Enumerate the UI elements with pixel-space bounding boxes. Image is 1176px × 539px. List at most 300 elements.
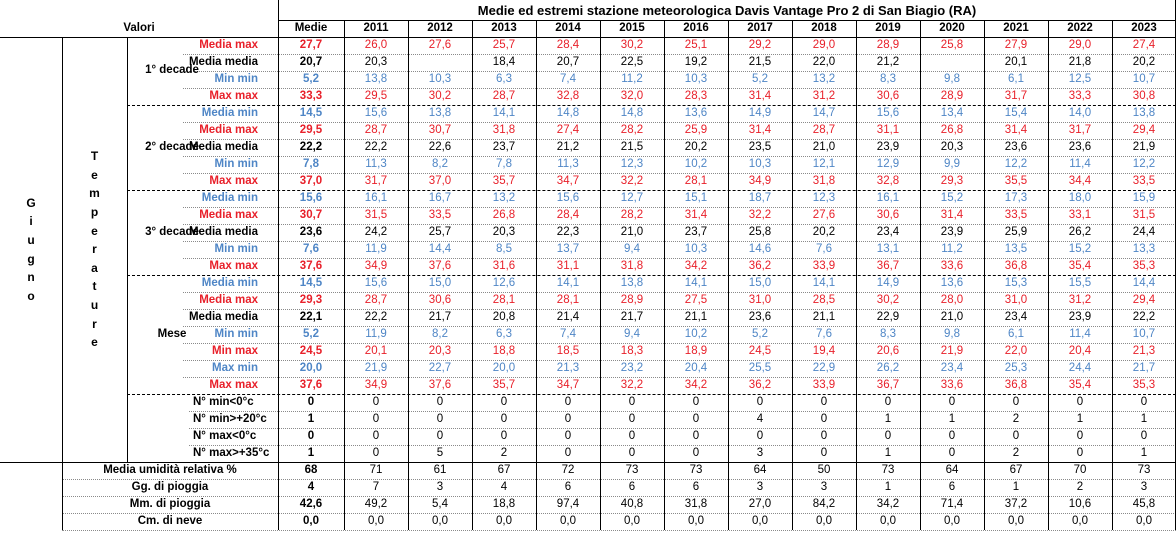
year-value: 64 <box>945 463 959 476</box>
year-value: 73 <box>1137 463 1151 476</box>
row-label: Media min <box>201 276 258 289</box>
year-value: 1 <box>948 412 956 425</box>
year-value: 25,7 <box>428 225 452 238</box>
year-value: 35,4 <box>1068 378 1092 391</box>
year-value: 11,9 <box>365 327 387 340</box>
year-value: 13,6 <box>684 106 708 119</box>
year-value: 0 <box>1140 395 1148 408</box>
year-value: 27,4 <box>556 123 580 136</box>
year-value: 0 <box>820 412 828 425</box>
medie-value: 24,5 <box>299 344 323 357</box>
row-label: Media media <box>188 310 258 323</box>
header-year: 2013 <box>491 21 517 34</box>
year-value: 0,0 <box>496 514 512 527</box>
year-value: 0,0 <box>1136 514 1152 527</box>
count-label: N° min>+20°c <box>193 412 267 425</box>
medie-value: 7,8 <box>303 157 319 170</box>
year-value: 35,3 <box>1132 259 1156 272</box>
year-value: 0 <box>692 446 700 459</box>
year-value: 29,5 <box>364 89 388 102</box>
year-value: 5 <box>436 446 444 459</box>
year-value: 34,9 <box>364 378 388 391</box>
year-value: 9,4 <box>624 327 640 340</box>
year-value: 4 <box>756 412 764 425</box>
year-value: 3 <box>756 446 764 459</box>
year-value: 28,9 <box>940 89 964 102</box>
year-value: 61 <box>433 463 447 476</box>
year-value: 20,3 <box>940 140 964 153</box>
year-value: 28,1 <box>684 174 708 187</box>
year-value: 0 <box>564 395 572 408</box>
year-value: 30,6 <box>428 293 452 306</box>
year-value: 0,0 <box>752 514 768 527</box>
year-value: 30,7 <box>428 123 452 136</box>
year-value: 13,2 <box>492 191 516 204</box>
year-value: 31,2 <box>812 89 836 102</box>
year-value: 32,2 <box>620 378 644 391</box>
year-value: 32,2 <box>748 208 772 221</box>
year-value: 29,3 <box>940 174 964 187</box>
year-value: 13,7 <box>556 242 580 255</box>
year-value: 0 <box>436 429 444 442</box>
year-value: 14,9 <box>876 276 900 289</box>
border-year <box>856 20 857 530</box>
year-value: 23,6 <box>1068 140 1092 153</box>
year-value: 0,0 <box>688 514 704 527</box>
count-label: N° max>+35°c <box>193 446 270 459</box>
year-value: 2 <box>1012 412 1020 425</box>
year-value: 20,4 <box>1068 344 1092 357</box>
year-value: 34,2 <box>876 497 900 510</box>
row-label: Media media <box>188 140 258 153</box>
year-value: 12,1 <box>812 157 836 170</box>
year-value: 35,7 <box>492 378 516 391</box>
header-year: 2016 <box>683 21 709 34</box>
year-value: 12,9 <box>876 157 900 170</box>
medie-value: 0 <box>307 429 315 442</box>
year-value: 11,9 <box>365 242 387 255</box>
summary-label: Mm. di pioggia <box>129 497 211 510</box>
year-value: 0,0 <box>880 514 896 527</box>
year-value: 31,7 <box>1004 89 1028 102</box>
year-value: 14,7 <box>812 106 836 119</box>
year-value: 20,3 <box>492 225 516 238</box>
year-value: 8,5 <box>496 242 512 255</box>
year-value: 30,2 <box>876 293 900 306</box>
year-value: 28,9 <box>876 38 900 51</box>
year-value: 2 <box>1012 446 1020 459</box>
year-value: 20,7 <box>556 55 580 68</box>
year-value: 73 <box>625 463 639 476</box>
year-value <box>920 54 984 71</box>
year-value: 21,0 <box>812 140 836 153</box>
year-value: 23,7 <box>492 140 516 153</box>
year-value: 28,0 <box>940 293 964 306</box>
year-value: 0 <box>948 429 956 442</box>
year-value: 28,7 <box>492 89 516 102</box>
year-value: 34,9 <box>748 174 772 187</box>
year-value: 25,1 <box>684 38 708 51</box>
year-value: 0 <box>1076 429 1084 442</box>
year-value: 84,2 <box>812 497 836 510</box>
year-value: 29,4 <box>1132 293 1156 306</box>
year-value: 11,2 <box>621 72 643 85</box>
medie-value: 5,2 <box>303 72 319 85</box>
year-value <box>408 54 472 71</box>
year-value: 0 <box>692 429 700 442</box>
year-value: 13,4 <box>940 106 964 119</box>
year-value: 31,2 <box>1068 293 1092 306</box>
year-value: 32,0 <box>620 89 644 102</box>
year-value: 13,3 <box>1132 242 1156 255</box>
year-value: 6,1 <box>1008 327 1024 340</box>
row-label: Media media <box>188 55 258 68</box>
year-value: 31,4 <box>748 123 772 136</box>
year-value: 9,9 <box>944 157 960 170</box>
year-value: 21,9 <box>1132 140 1156 153</box>
medie-value: 22,1 <box>299 310 323 323</box>
header-year: 2011 <box>363 21 389 34</box>
year-value: 7,6 <box>816 327 832 340</box>
year-value: 21,9 <box>940 344 964 357</box>
year-value: 25,9 <box>684 123 708 136</box>
year-value: 35,4 <box>1068 259 1092 272</box>
year-value: 0 <box>884 429 892 442</box>
year-value: 15,5 <box>1068 276 1092 289</box>
year-value: 1 <box>884 446 892 459</box>
row-label: Min min <box>214 242 258 255</box>
year-value: 24,4 <box>1132 225 1156 238</box>
year-value: 14,6 <box>748 242 772 255</box>
year-value: 12,6 <box>492 276 516 289</box>
year-value: 34,2 <box>684 378 708 391</box>
year-value: 0 <box>436 412 444 425</box>
medie-value: 7,6 <box>303 242 319 255</box>
year-value: 33,1 <box>1068 208 1092 221</box>
year-value: 21,8 <box>1068 55 1092 68</box>
year-value: 10,7 <box>1132 72 1156 85</box>
year-value: 23,7 <box>684 225 708 238</box>
year-value: 27,0 <box>748 497 772 510</box>
row-label: Media max <box>199 293 258 306</box>
year-value: 12,7 <box>620 191 644 204</box>
medie-value: 22,2 <box>299 140 323 153</box>
year-value: 67 <box>1009 463 1023 476</box>
medie-value: 0,0 <box>303 514 319 527</box>
medie-value: 1 <box>307 412 315 425</box>
row-label: Min min <box>214 327 258 340</box>
year-value: 20,1 <box>1004 55 1028 68</box>
year-value: 18,4 <box>492 55 516 68</box>
row-label: Min min <box>214 72 258 85</box>
year-value: 30,6 <box>876 208 900 221</box>
year-value: 14,4 <box>1132 276 1156 289</box>
year-value: 21,2 <box>876 55 900 68</box>
year-value: 0 <box>820 395 828 408</box>
year-value: 25,5 <box>748 361 772 374</box>
year-value: 24,2 <box>364 225 388 238</box>
year-value: 14,4 <box>428 242 452 255</box>
month-label: G i u g n o <box>26 195 36 303</box>
year-value: 22,2 <box>1132 310 1156 323</box>
year-value: 6,3 <box>496 327 512 340</box>
year-value: 35,5 <box>1004 174 1028 187</box>
year-value: 28,3 <box>684 89 708 102</box>
year-value: 25,8 <box>940 38 964 51</box>
year-value: 0 <box>884 395 892 408</box>
medie-value: 29,5 <box>299 123 323 136</box>
year-value: 5,2 <box>752 327 768 340</box>
year-value: 12,5 <box>1068 72 1092 85</box>
border-year <box>1112 20 1113 530</box>
year-value: 0 <box>372 446 380 459</box>
year-value: 1 <box>1140 446 1148 459</box>
year-value: 21,7 <box>620 310 644 323</box>
border-label <box>278 0 279 530</box>
year-value: 0,0 <box>368 514 384 527</box>
year-value: 21,9 <box>364 361 388 374</box>
year-value: 37,6 <box>428 378 452 391</box>
year-value: 27,6 <box>428 38 452 51</box>
year-value: 30,2 <box>620 38 644 51</box>
year-value: 0 <box>372 412 380 425</box>
year-value: 21,2 <box>556 140 580 153</box>
year-value: 15,0 <box>428 276 452 289</box>
year-value: 72 <box>561 463 575 476</box>
year-value: 20,4 <box>684 361 708 374</box>
year-value: 0 <box>372 429 380 442</box>
year-value: 1 <box>884 480 892 493</box>
year-value: 28,4 <box>556 208 580 221</box>
year-value: 49,2 <box>364 497 388 510</box>
year-value: 12,2 <box>1132 157 1156 170</box>
year-value: 9,8 <box>944 327 960 340</box>
year-value: 10,3 <box>428 72 452 85</box>
year-value: 13,5 <box>1004 242 1028 255</box>
year-value: 67 <box>497 463 511 476</box>
medie-value: 68 <box>304 463 318 476</box>
year-value: 22,2 <box>364 310 388 323</box>
year-value: 33,6 <box>940 259 964 272</box>
header-medie: Medie <box>294 21 328 34</box>
row-label: Max max <box>209 89 258 102</box>
year-value: 31,0 <box>1004 293 1028 306</box>
year-value: 70 <box>1073 463 1087 476</box>
year-value: 21,5 <box>620 140 644 153</box>
medie-value: 20,7 <box>299 55 323 68</box>
year-value: 29,0 <box>812 38 836 51</box>
year-value: 6,1 <box>1008 72 1024 85</box>
year-value: 0 <box>372 395 380 408</box>
year-value: 1 <box>884 412 892 425</box>
header-year: 2017 <box>747 21 773 34</box>
year-value: 20,8 <box>492 310 516 323</box>
year-value: 17,3 <box>1004 191 1028 204</box>
year-value: 36,8 <box>1004 378 1028 391</box>
year-value: 0,0 <box>560 514 576 527</box>
year-value: 2 <box>1076 480 1084 493</box>
year-value: 1 <box>1140 412 1148 425</box>
year-value: 0 <box>628 395 636 408</box>
year-value: 15,2 <box>940 191 964 204</box>
year-value: 0 <box>436 395 444 408</box>
year-value: 6 <box>948 480 956 493</box>
year-value: 37,0 <box>428 174 452 187</box>
year-value: 16,1 <box>876 191 900 204</box>
year-value: 13,8 <box>428 106 452 119</box>
border-year <box>536 20 537 530</box>
year-value: 28,9 <box>620 293 644 306</box>
year-value: 8,3 <box>880 72 896 85</box>
group-label: 3° decade <box>145 225 199 238</box>
year-value: 20,6 <box>876 344 900 357</box>
year-value: 23,6 <box>748 310 772 323</box>
header-year: 2021 <box>1003 21 1029 34</box>
year-value: 28,5 <box>812 293 836 306</box>
year-value: 29,0 <box>1068 38 1092 51</box>
year-value: 21,1 <box>812 310 836 323</box>
year-value: 21,1 <box>684 310 708 323</box>
header-year: 2015 <box>619 21 645 34</box>
year-value: 33,3 <box>1068 89 1092 102</box>
year-value: 18,8 <box>492 497 516 510</box>
year-value: 28,1 <box>556 293 580 306</box>
year-value: 32,8 <box>876 174 900 187</box>
year-value: 7,4 <box>560 327 576 340</box>
year-value: 23,5 <box>748 140 772 153</box>
year-value: 11,2 <box>941 242 963 255</box>
row-label: Max min <box>211 361 258 374</box>
year-value: 20,2 <box>812 225 836 238</box>
border-year <box>1048 20 1049 530</box>
year-value: 0 <box>564 412 572 425</box>
year-value: 13,2 <box>812 72 836 85</box>
year-value: 31,4 <box>748 89 772 102</box>
year-value: 3 <box>820 480 828 493</box>
year-value: 23,9 <box>940 225 964 238</box>
year-value: 23,9 <box>876 140 900 153</box>
year-value: 36,2 <box>748 259 772 272</box>
year-value: 10,6 <box>1068 497 1092 510</box>
year-value: 33,5 <box>428 208 452 221</box>
summary-label: Gg. di pioggia <box>131 480 209 493</box>
year-value: 28,4 <box>556 38 580 51</box>
medie-value: 37,0 <box>299 174 323 187</box>
table-title: Medie ed estremi stazione meteorologica Davis Vantage Pro 2 di San Biagio (RA) <box>477 2 977 18</box>
year-value: 3 <box>756 480 764 493</box>
header-year: 2023 <box>1131 21 1157 34</box>
year-value: 10,3 <box>684 242 708 255</box>
year-value: 22,7 <box>428 361 452 374</box>
year-value: 11,3 <box>365 157 387 170</box>
year-value: 14,1 <box>492 106 516 119</box>
year-value: 23,4 <box>876 225 900 238</box>
year-value: 26,8 <box>940 123 964 136</box>
year-value: 9,8 <box>944 72 960 85</box>
year-value: 31,8 <box>812 174 836 187</box>
year-value: 25,3 <box>1004 361 1028 374</box>
year-value: 27,6 <box>812 208 836 221</box>
year-value: 15,6 <box>556 191 580 204</box>
year-value: 34,2 <box>684 259 708 272</box>
year-value: 30,8 <box>1132 89 1156 102</box>
summary-label: Media umidità relativa % <box>103 463 237 476</box>
year-value: 24,5 <box>748 344 772 357</box>
border-year <box>920 20 921 530</box>
year-value: 11,3 <box>557 157 579 170</box>
year-value: 14,8 <box>620 106 644 119</box>
medie-value: 27,7 <box>299 38 323 51</box>
year-value: 26,2 <box>876 361 900 374</box>
border-year <box>472 20 473 530</box>
year-value: 15,6 <box>364 106 388 119</box>
year-value: 18,8 <box>492 344 516 357</box>
year-value: 25,9 <box>1004 225 1028 238</box>
year-value: 19,4 <box>812 344 836 357</box>
year-value: 2 <box>500 446 508 459</box>
header-year: 2022 <box>1067 21 1093 34</box>
year-value: 20,2 <box>684 140 708 153</box>
year-value: 14,1 <box>684 276 708 289</box>
row-label: Media media <box>188 225 258 238</box>
year-value: 14,8 <box>556 106 580 119</box>
border-cat <box>127 37 128 462</box>
year-value: 25,7 <box>492 38 516 51</box>
medie-value: 4 <box>307 480 315 493</box>
year-value: 31,1 <box>556 259 580 272</box>
year-value: 22,6 <box>428 140 452 153</box>
category-label: T e m p e r a t u r e <box>89 149 100 350</box>
year-value: 10,3 <box>684 72 708 85</box>
year-value: 0 <box>500 395 508 408</box>
year-value: 14,9 <box>748 106 772 119</box>
year-value: 30,6 <box>876 89 900 102</box>
year-value: 20,3 <box>364 55 388 68</box>
year-value: 16,1 <box>364 191 388 204</box>
year-value: 34,9 <box>364 259 388 272</box>
year-value: 21,3 <box>1132 344 1156 357</box>
year-value: 32,8 <box>556 89 580 102</box>
year-value: 0 <box>1012 429 1020 442</box>
year-value: 0 <box>756 429 764 442</box>
year-value: 31,4 <box>940 208 964 221</box>
year-value: 45,8 <box>1132 497 1156 510</box>
border-left <box>62 37 63 530</box>
row-label: Media min <box>201 106 258 119</box>
header-year: 2018 <box>811 21 837 34</box>
year-value: 31,4 <box>1004 123 1028 136</box>
year-value: 10,3 <box>748 157 772 170</box>
year-value: 0 <box>628 446 636 459</box>
year-value: 13,8 <box>620 276 644 289</box>
year-value: 8,3 <box>880 327 896 340</box>
year-value: 21,5 <box>748 55 772 68</box>
year-value: 25,8 <box>748 225 772 238</box>
medie-value: 1 <box>307 446 315 459</box>
border-year <box>984 20 985 530</box>
year-value: 15,3 <box>1004 276 1028 289</box>
year-value: 31,7 <box>364 174 388 187</box>
year-value: 6,3 <box>496 72 512 85</box>
medie-value: 29,3 <box>299 293 323 306</box>
year-value: 23,4 <box>940 361 964 374</box>
group-label: 1° decade <box>145 64 199 77</box>
row-label: Min max <box>211 344 258 357</box>
year-value: 33,9 <box>812 259 836 272</box>
year-value: 29,2 <box>748 38 772 51</box>
medie-value: 15,6 <box>299 191 323 204</box>
year-value: 37,6 <box>428 259 452 272</box>
